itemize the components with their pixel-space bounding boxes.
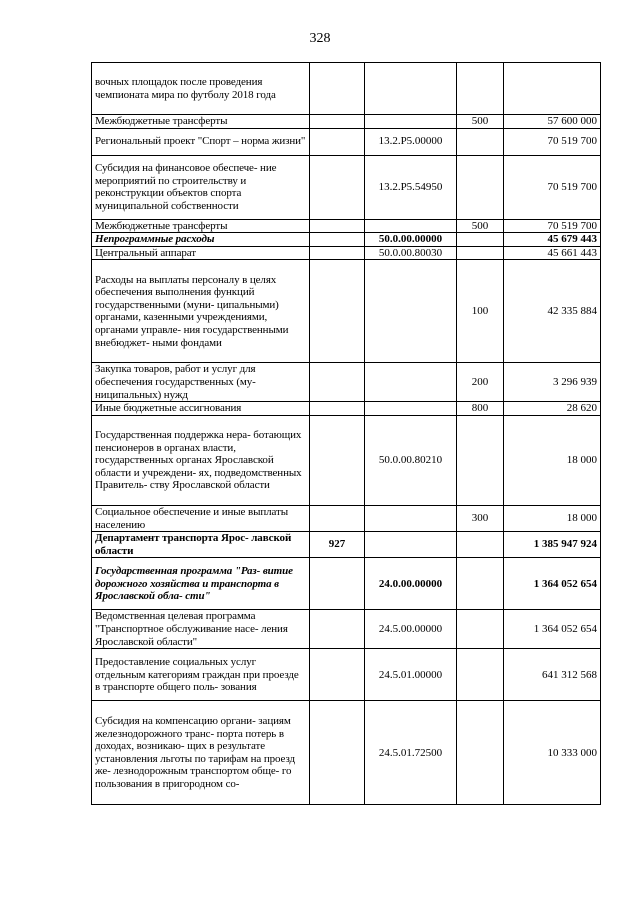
row-amount: 3 296 939: [504, 363, 601, 402]
table-row: [92, 219, 601, 233]
row-department-code: [310, 415, 365, 505]
row-target-article: 24.5.00.00000: [365, 610, 457, 649]
row-name: Центральный аппарат: [92, 246, 310, 260]
row-target-article: 24.5.01.72500: [365, 701, 457, 805]
row-expense-type: [457, 246, 504, 260]
table-row: [92, 532, 601, 558]
row-expense-type: [457, 649, 504, 701]
row-expense-type: 100: [457, 260, 504, 363]
row-name: Субсидия на компенсацию органи- зациям железнодорожного транс- порта потерь в доходах, возникаю- щих в результате установления льготы по тарифам на проезд же- лезнодорожным транспортом обще- го пользования в пригородном со-: [92, 701, 310, 805]
row-expense-type: 500: [457, 219, 504, 233]
table-row: [92, 63, 601, 115]
row-expense-type: [457, 128, 504, 155]
table-row: [92, 558, 601, 610]
row-department-code: [310, 155, 365, 219]
row-name: Межбюджетные трансферты: [92, 219, 310, 233]
row-department-code: 927: [310, 532, 365, 558]
row-department-code: [310, 363, 365, 402]
row-amount: 70 519 700: [504, 219, 601, 233]
row-name: Межбюджетные трансферты: [92, 115, 310, 129]
row-department-code: [310, 505, 365, 531]
row-expense-type: [457, 233, 504, 247]
row-amount: 45 679 443: [504, 233, 601, 247]
table-row: [92, 363, 601, 402]
table-row: [92, 260, 601, 363]
row-name: Социальное обеспечение и иные выплаты населению: [92, 505, 310, 531]
row-amount: 28 620: [504, 402, 601, 416]
row-expense-type: [457, 558, 504, 610]
row-target-article: 50.0.00.80210: [365, 415, 457, 505]
row-name: Предоставление социальных услуг отдельным категориям граждан при проезде в транспорте общего поль- зования: [92, 649, 310, 701]
row-department-code: [310, 246, 365, 260]
row-target-article: 13.2.P5.00000: [365, 128, 457, 155]
table-row: [92, 233, 601, 247]
row-amount: 1 364 052 654: [504, 610, 601, 649]
row-name: Государственная программа "Раз- витие дорожного хозяйства и транспорта в Ярославской обла- сти": [92, 558, 310, 610]
row-amount: 57 600 000: [504, 115, 601, 129]
row-department-code: [310, 63, 365, 115]
row-department-code: [310, 115, 365, 129]
table-row: [92, 610, 601, 649]
row-name: Ведомственная целевая программа "Транспортное обслуживание насе- ления Ярославской области": [92, 610, 310, 649]
table-row: [92, 115, 601, 129]
row-department-code: [310, 128, 365, 155]
row-department-code: [310, 649, 365, 701]
row-amount: 42 335 884: [504, 260, 601, 363]
row-expense-type: [457, 155, 504, 219]
row-target-article: [365, 115, 457, 129]
row-department-code: [310, 701, 365, 805]
row-name: Иные бюджетные ассигнования: [92, 402, 310, 416]
row-amount: 18 000: [504, 415, 601, 505]
page-number: 328: [309, 31, 331, 46]
row-department-code: [310, 219, 365, 233]
row-name: Расходы на выплаты персоналу в целях обеспечения выполнения функций государственными (муни- ципальными) органами, казенными учреждениями, органами управле- ния государственными внебюджет- ными фондами: [92, 260, 310, 363]
row-name: Государственная поддержка нера- ботающих пенсионеров в органах власти, государственных органах Ярославской области и учреждени- ях, подведомственных Правитель- ству Ярославской области: [92, 415, 310, 505]
row-department-code: [310, 610, 365, 649]
row-target-article: 13.2.P5.54950: [365, 155, 457, 219]
row-expense-type: 800: [457, 402, 504, 416]
row-expense-type: 200: [457, 363, 504, 402]
row-target-article: [365, 63, 457, 115]
table-row: [92, 505, 601, 531]
table-row: [92, 701, 601, 805]
row-name: Закупка товаров, работ и услуг для обеспечения государственных (му- ниципальных) нужд: [92, 363, 310, 402]
row-name: Департамент транспорта Ярос- лавской области: [92, 532, 310, 558]
row-name: Субсидия на финансовое обеспече- ние мероприятий по строительству и реконструкции объектов спорта муниципальной собственности: [92, 155, 310, 219]
row-target-article: 50.0.00.80030: [365, 246, 457, 260]
row-name: вочных площадок после проведения чемпионата мира по футболу 2018 года: [92, 63, 310, 115]
row-amount: 45 661 443: [504, 246, 601, 260]
row-amount: 18 000: [504, 505, 601, 531]
table-row: [92, 649, 601, 701]
row-target-article: [365, 505, 457, 531]
table-row: [92, 128, 601, 155]
row-department-code: [310, 260, 365, 363]
row-target-article: [365, 402, 457, 416]
row-name: Региональный проект "Спорт – норма жизни": [92, 128, 310, 155]
row-department-code: [310, 558, 365, 610]
row-expense-type: [457, 532, 504, 558]
table-row: [92, 246, 601, 260]
row-amount: 70 519 700: [504, 128, 601, 155]
row-target-article: [365, 363, 457, 402]
row-expense-type: 300: [457, 505, 504, 531]
row-expense-type: 500: [457, 115, 504, 129]
row-target-article: [365, 532, 457, 558]
row-expense-type: [457, 415, 504, 505]
row-expense-type: [457, 610, 504, 649]
budget-table-body: [92, 63, 601, 805]
row-department-code: [310, 402, 365, 416]
row-amount: 70 519 700: [504, 155, 601, 219]
row-expense-type: [457, 701, 504, 805]
row-department-code: [310, 233, 365, 247]
budget-table: [91, 62, 601, 805]
row-target-article: 50.0.00.00000: [365, 233, 457, 247]
row-amount: [504, 63, 601, 115]
row-name: Непрограммные расходы: [92, 233, 310, 247]
table-row: [92, 402, 601, 416]
row-amount: 10 333 000: [504, 701, 601, 805]
row-amount: 1 364 052 654: [504, 558, 601, 610]
row-amount: 641 312 568: [504, 649, 601, 701]
row-amount: 1 385 947 924: [504, 532, 601, 558]
row-expense-type: [457, 63, 504, 115]
table-row: [92, 415, 601, 505]
row-target-article: [365, 219, 457, 233]
row-target-article: 24.5.01.00000: [365, 649, 457, 701]
row-target-article: [365, 260, 457, 363]
table-row: [92, 155, 601, 219]
row-target-article: 24.0.00.00000: [365, 558, 457, 610]
